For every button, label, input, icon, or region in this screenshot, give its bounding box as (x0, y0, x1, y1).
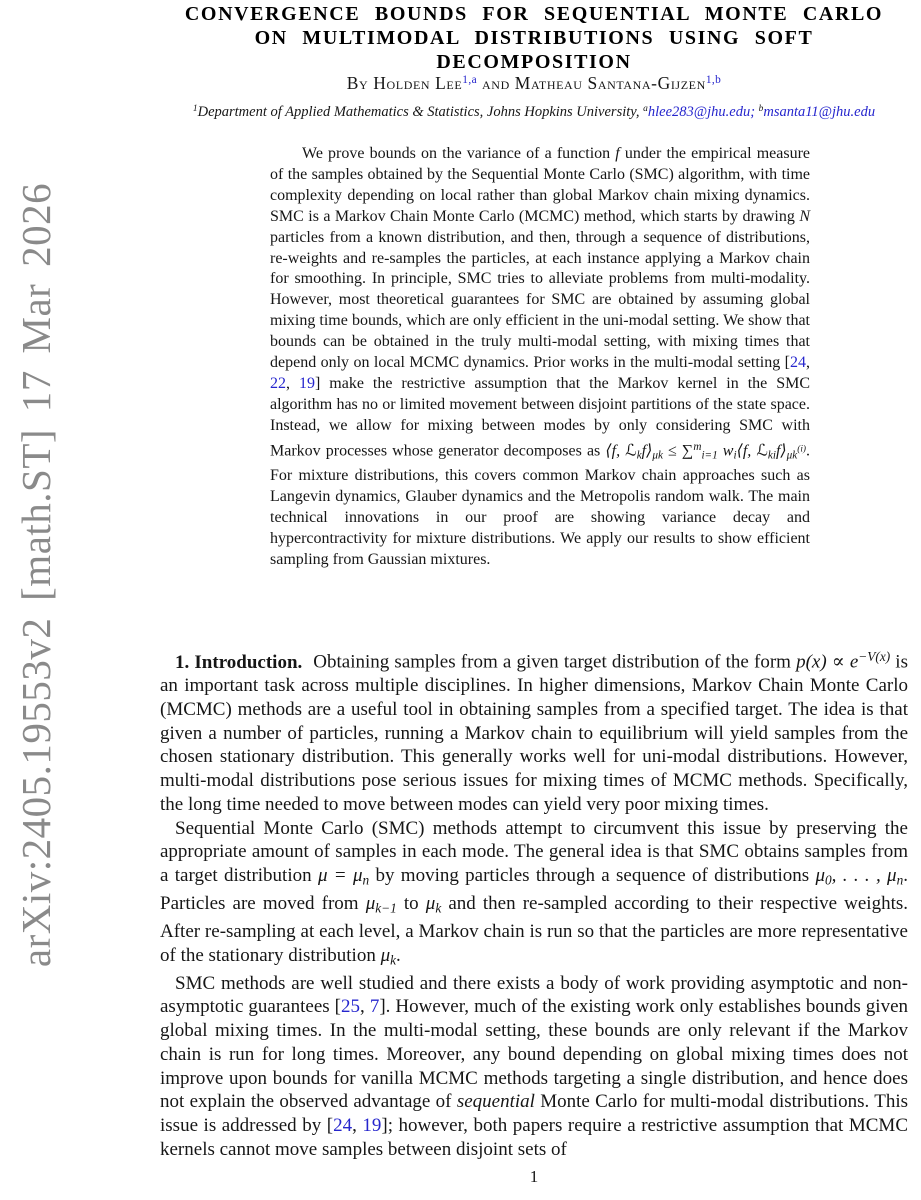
text-segment: k (390, 952, 397, 968)
arxiv-watermark: arXiv:2405.19553v2 [math.ST] 17 Mar 2026 (13, 182, 59, 968)
text-segment: ]; however, both papers require a restrictive assumption that MCMC kernels cannot move samples between disjoint sets of (160, 1114, 908, 1160)
text-segment: By Holden Lee (346, 73, 463, 93)
text-segment: (i) (797, 444, 807, 455)
text-segment: , (352, 1114, 363, 1136)
text-segment: to (396, 892, 426, 914)
text-segment: particles from a known distribution, and then, through a sequence of distributions, re-weights and re-samples the particles, at each instance applying a Markov chain for smoothing. In principle, SMC tries to alleviate problems from multi-modality. However, most theoretical guarantees for SMC are obtained by assuming global mixing time bounds, which are only efficient in the uni-modal setting. We show that bounds can be obtained in the truly multi-modal setting, with mixing times that depend only on local MCMC dynamics. Prior works in the multi-modal setting [ (270, 228, 810, 372)
text-segment: Sequential Monte Carlo (SMC) methods attempt to circumvent this issue by preserving the appropriate amount of samples in each mode. The general idea is that SMC obtains samples from a target distribution (160, 817, 908, 886)
text-segment: w (717, 442, 734, 460)
text-segment: , (286, 374, 299, 392)
text-segment: n (362, 872, 370, 888)
introduction-section (160, 645, 908, 1161)
citation-link[interactable]: 22 (270, 374, 286, 392)
text-segment: , (360, 996, 370, 1018)
citation-link[interactable]: 25 (341, 996, 361, 1018)
text-segment: μ (425, 892, 436, 914)
text-segment: k (636, 449, 642, 462)
text-segment: by moving particles through a sequence of distributions (369, 864, 816, 886)
text-segment: We prove bounds on the variance of a function (302, 145, 616, 162)
intro-paragraph-2 (160, 817, 908, 972)
text-segment: μ (365, 892, 376, 914)
text-segment: b (758, 104, 764, 114)
text-segment: Department of Applied Mathematics & Statistics, Johns Hopkins University, (197, 104, 644, 121)
text-segment: and Matheau Santana-Gijzen (477, 73, 706, 93)
title-line-1: CONVERGENCE BOUNDS FOR SEQUENTIAL MONTE CARLO (184, 3, 884, 25)
abstract-paragraph (270, 144, 810, 571)
text-segment: ⟨f, ℒ (605, 442, 637, 460)
intro-paragraph-1 (160, 645, 908, 817)
text-segment: Obtaining samples from a given target distribution of the form (313, 651, 797, 673)
email-link[interactable]: msanta11@jhu.edu (763, 104, 876, 121)
text-segment: a (643, 104, 648, 114)
text-segment: Monte Carlo for multi-modal distributions. This issue is addressed by [ (160, 1091, 908, 1136)
citation-link[interactable]: 24 (790, 354, 806, 372)
text-segment: ki (767, 449, 776, 462)
text-segment: sequential (456, 1091, 535, 1113)
affiliation-line (160, 104, 908, 121)
author-footnote-link[interactable]: 1,b (705, 73, 722, 86)
text-segment: 1 (192, 104, 198, 114)
text-segment: ≤ ∑ (662, 442, 694, 460)
citation-link[interactable]: 19 (362, 1114, 382, 1136)
text-segment: N (799, 207, 810, 225)
text-segment: f (615, 145, 620, 162)
text-segment: n (896, 872, 904, 888)
text-segment: p(x) ∝ e (796, 651, 859, 673)
text-segment: μk (786, 449, 798, 462)
text-segment: , (806, 354, 810, 372)
text-segment: ] make the restrictive assumption that the Markov kernel in the SMC algorithm has no or limited movement between disjoint partitions of the state space. Instead, we allow for mixing between modes by only considering SMC with Markov processes whose generator decomposes as (270, 374, 811, 460)
text-segment: ⟨f, ℒ (736, 442, 768, 460)
paper-title (160, 2, 908, 74)
text-segment: and then re-sampled according to their respective weights. After re-sampling at each level, a Markov chain is run so that the particles are more representative of the stationary distribution (160, 892, 909, 966)
text-segment: μ = μ (317, 864, 363, 886)
paper-content (160, 0, 908, 1200)
text-segment: m (693, 440, 702, 453)
text-segment: . Particles are moved from (160, 864, 908, 914)
text-segment: ]. However, much of the existing work only establishes bounds given global mixing times. In the multi-modal setting, these bounds are only relevant if the Markov chain is run for long times. Moreover, any bound depending on global mixing times does not improve upon bounds for vanilla MCMC methods targeting a single distribution, and hence does not explain the observed advantage of (160, 996, 909, 1113)
text-segment: μ (815, 864, 826, 886)
text-segment: SMC methods are well studied and there exists a body of work providing asymptotic and non-asymptotic guarantees [ (160, 972, 908, 1018)
text-segment: i (733, 449, 737, 462)
citation-link[interactable]: 7 (369, 996, 380, 1018)
text-segment: 1. Introduction. (175, 651, 303, 673)
text-segment: i=1 (701, 449, 718, 462)
author-footnote-link[interactable]: 1,a (462, 73, 478, 86)
text-segment: f⟩ (641, 442, 653, 460)
text-segment: μk (652, 449, 663, 462)
text-segment: k−1 (375, 900, 397, 916)
intro-paragraph-3 (160, 972, 908, 1162)
text-segment: under the empirical measure of the samples obtained by the Sequential Monte Carlo (SMC) algorithm, with time complexity depending on local rather than global Markov chain mixing dynamics. SMC is a Markov Chain Monte Carlo (MCMC) method, which starts by drawing (270, 145, 810, 225)
citation-link[interactable]: 24 (333, 1114, 353, 1136)
citation-link[interactable]: 19 (298, 374, 315, 392)
text-segment: μ (380, 944, 391, 966)
author-byline (160, 73, 908, 94)
text-segment: . (396, 944, 401, 966)
text-segment: f⟩ (775, 442, 787, 460)
title-line-2: ON MULTIMODAL DISTRIBUTIONS USING SOFT DECOMPOSITION (254, 27, 814, 73)
text-segment: −V(x) (858, 649, 891, 664)
text-segment: is an important task across multiple disciplines. In higher dimensions, Markov Chain Monte Carlo (MCMC) methods are a useful tool in obtaining samples from a specified target. The idea is that given a number of particles, running a Markov chain to equilibrium will yield samples from the chosen stationary distribution. This generally works well for uni-modal distributions. However, multi-modal distributions pose serious issues for mixing times of MCMC methods. Specifically, the long time needed to move between modes can yield very poor mixing times. (160, 651, 908, 815)
text-segment: 0 (825, 872, 832, 888)
text-segment: . For mixture distributions, this covers common Markov chain approaches such as Langevin dynamics, Glauber dynamics and the Metropolis random walk. The main technical innovations in our proof are showing variance decay and hypercontractivity for mixture distributions. We apply our results to show efficient sampling from Gaussian mixtures. (270, 442, 811, 568)
page-number: 1 (529, 1167, 539, 1186)
email-link[interactable]: hlee283@jhu.edu; (647, 104, 756, 121)
text-segment: , . . . , μ (831, 864, 897, 886)
text-segment: k (435, 900, 442, 916)
